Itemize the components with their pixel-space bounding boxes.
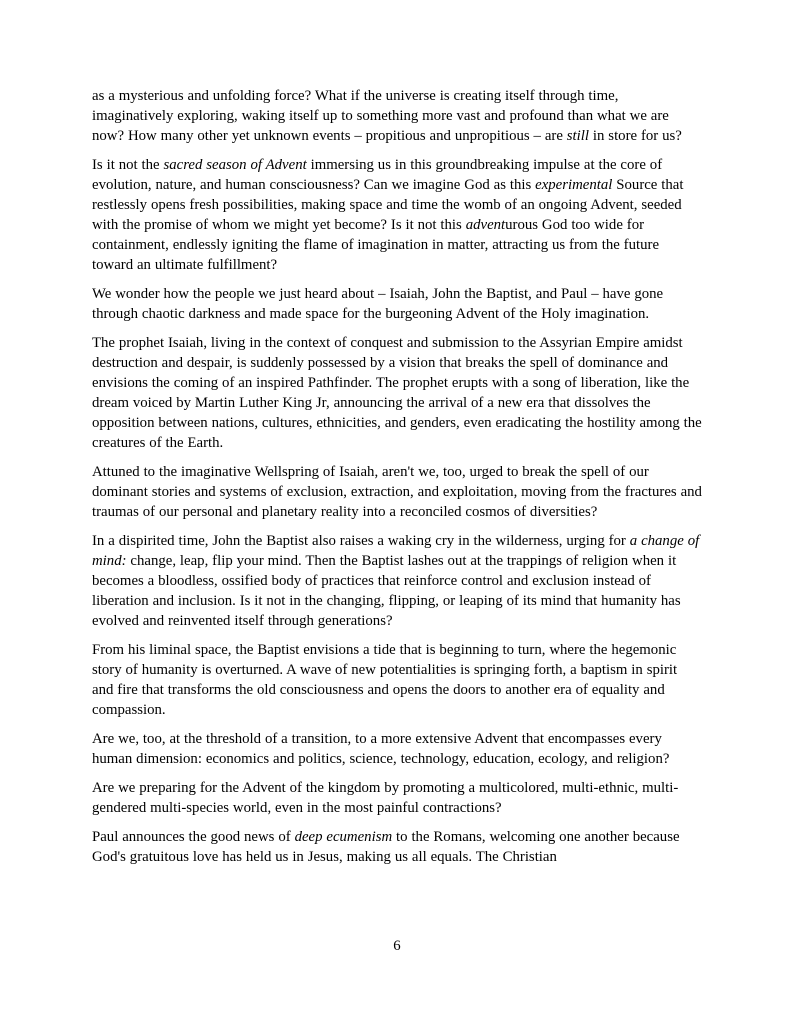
text-run: Are we preparing for the Advent of the kingdom by promoting a multicolored, multi-ethnic, multi-gendered multi-species world, even in the most painful contractions? xyxy=(92,780,679,816)
text-run: Source that restlessly opens fresh possibilities, making space and time the womb of an ongoing Advent, seeded with the promise of whom we might yet become? Is it not this xyxy=(92,177,684,233)
text-run: We wonder how the people we just heard about – Isaiah, John the Baptist, and Paul – have gone through chaotic darkness and made space for the burgeoning Advent of the Holy imagination. xyxy=(92,286,664,322)
italic-text-run: advent xyxy=(465,217,506,233)
paragraph-5 xyxy=(92,462,702,522)
paragraph-9 xyxy=(92,778,702,818)
text-run: to the Romans, welcoming one another because God's gratuitous love has held us in Jesus, making us all equals. The Christian xyxy=(92,829,680,865)
text-run: In a dispirited time, John the Baptist also raises a waking cry in the wilderness, urging for xyxy=(92,533,630,549)
italic-text-run: sacred season of Advent xyxy=(163,157,307,173)
text-run: From his liminal space, the Baptist envisions a tide that is beginning to turn, where the hegemonic story of humanity is overturned. A wave of new potentialities is springing forth, a baptism in spirit and fire that transforms the old consciousness and opens the doors to another era of equality and compassion. xyxy=(92,642,678,718)
paragraph-10 xyxy=(92,827,702,867)
text-run: urous God too wide for containment, endlessly igniting the flame of imagination in matter, attracting us from the future toward an ultimate fulfillment? xyxy=(92,217,660,273)
paragraph-6 xyxy=(92,531,702,631)
text-run: Paul announces the good news of xyxy=(92,829,295,845)
page-number: 6 xyxy=(393,938,401,954)
italic-text-run: deep ecumenism xyxy=(294,829,393,845)
paragraph-8 xyxy=(92,729,702,769)
text-run: as a mysterious and unfolding force? What if the universe is creating itself through time, imaginatively exploring, waking itself up to something more vast and profound than what we are now? How many other yet unknown events – propitious and unpropitious – are xyxy=(92,88,669,144)
text-run: Is it not the xyxy=(92,157,164,173)
text-run: in store for us? xyxy=(589,128,682,144)
paragraph-4 xyxy=(92,333,702,453)
paragraph-3 xyxy=(92,284,702,324)
text-run: change, leap, flip your mind. Then the Baptist lashes out at the trappings of religion when it becomes a bloodless, ossified body of practices that reinforce control and exclusion instead of liberation and inclusion. Is it not in the changing, flipping, or leaping of its mind that humanity has evolved and reinvented itself through generations? xyxy=(92,553,681,629)
paragraph-7 xyxy=(92,640,702,720)
paragraph-1 xyxy=(92,86,702,146)
italic-text-run: still xyxy=(566,128,589,144)
paragraph-2 xyxy=(92,155,702,275)
text-run: The prophet Isaiah, living in the context of conquest and submission to the Assyrian Empire amidst destruction and despair, is suddenly possessed by a vision that breaks the spell of dominance and envisions the coming of an inspired Pathfinder. The prophet erupts with a song of liberation, like the dream voiced by Martin Luther King Jr, announcing the arrival of a new era that dissolves the opposition between nations, cultures, ethnicities, and genders, even eradicating the hostility among the creatures of the Earth. xyxy=(92,335,702,451)
text-run: immersing us in this groundbreaking impulse at the core of evolution, nature, and human consciousness? Can we imagine God as this xyxy=(92,157,663,193)
text-run: Attuned to the imaginative Wellspring of Isaiah, aren't we, too, urged to break the spell of our dominant stories and systems of exclusion, extraction, and exploitation, moving from the fractures and traumas of our personal and planetary reality into a reconciled cosmos of diversities? xyxy=(92,464,702,520)
italic-text-run: a change of mind: xyxy=(92,533,700,569)
page-body xyxy=(92,86,702,876)
italic-text-run: experimental xyxy=(535,177,613,193)
text-run: Are we, too, at the threshold of a transition, to a more extensive Advent that encompasses every human dimension: economics and politics, science, technology, education, ecology, and religion? xyxy=(92,731,670,767)
